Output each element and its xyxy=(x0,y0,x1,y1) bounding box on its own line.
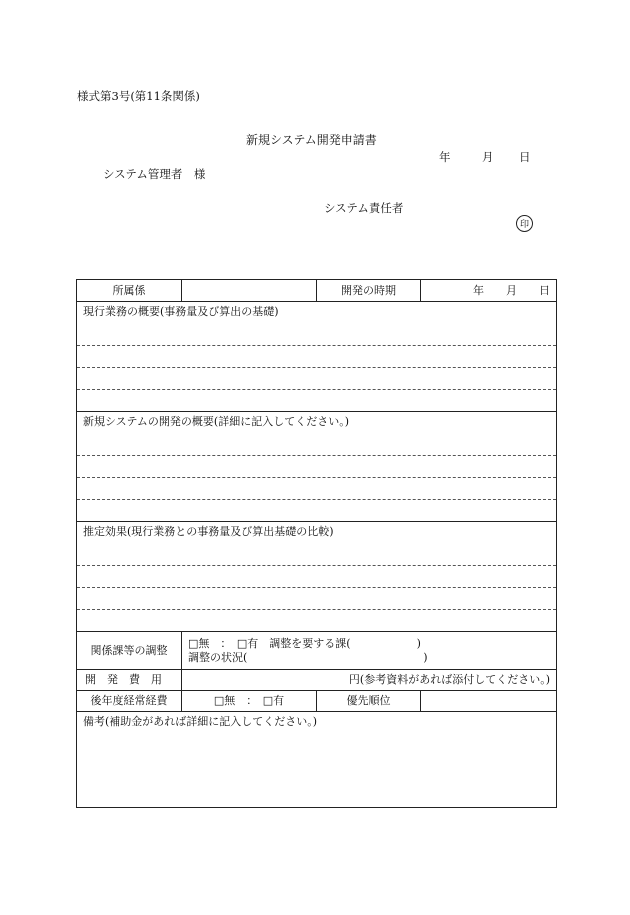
ongoing-cost-field[interactable]: □無 ： □有 xyxy=(182,691,317,712)
dev-period-label: 開発の時期 xyxy=(317,280,421,302)
dev-cost-field[interactable]: 円(参考資料があれば添付してください。) xyxy=(182,670,557,691)
remarks-label: 備考(補助金があれば詳細に記入してください。) xyxy=(83,715,318,728)
writing-line xyxy=(77,434,556,456)
dept-field[interactable] xyxy=(182,280,317,302)
writing-line xyxy=(77,478,556,500)
current-work-section[interactable] xyxy=(77,302,557,412)
remarks-field[interactable] xyxy=(77,712,557,808)
writing-line xyxy=(77,324,556,346)
writing-line xyxy=(77,390,556,411)
dev-period-field[interactable]: 年 月 日 xyxy=(421,280,557,302)
writing-line xyxy=(77,456,556,478)
writing-line xyxy=(77,544,556,566)
writing-line xyxy=(77,500,556,521)
related-line1: □無 ： □有 調整を要する課( ) xyxy=(188,636,421,650)
related-field[interactable] xyxy=(182,632,557,670)
dept-label: 所属係 xyxy=(77,280,182,302)
estimated-effect-label: 推定効果(現行業務との事務量及び算出基礎の比較) xyxy=(83,525,334,538)
form-number: 様式第3号(第11条関係) xyxy=(77,89,200,103)
writing-line xyxy=(77,566,556,588)
writing-line xyxy=(77,346,556,368)
related-line2: 調整の状況( ) xyxy=(188,650,428,664)
applicant-label: システム責任者 xyxy=(324,201,404,215)
date-day: 日 xyxy=(519,150,531,164)
dev-cost-label: 開発費用 xyxy=(77,670,182,691)
new-system-section[interactable] xyxy=(77,412,557,522)
current-work-label: 現行業務の概要(事務量及び算出の基礎) xyxy=(83,305,279,318)
writing-line xyxy=(77,368,556,390)
application-form-table xyxy=(76,279,557,808)
addressee: システム管理者 様 xyxy=(103,167,206,181)
document-title: 新規システム開発申請書 xyxy=(246,133,377,147)
date-year: 年 xyxy=(439,150,451,164)
date-month: 月 xyxy=(482,150,494,164)
related-label: 関係課等の調整 xyxy=(77,632,182,670)
estimated-effect-section[interactable] xyxy=(77,522,557,632)
ongoing-cost-label: 後年度経常経費 xyxy=(77,691,182,712)
seal-icon: 印 xyxy=(516,215,533,232)
new-system-label: 新規システムの開発の概要(詳細に記入してください。) xyxy=(83,415,349,428)
writing-line xyxy=(77,588,556,610)
priority-field[interactable] xyxy=(421,691,557,712)
priority-label: 優先順位 xyxy=(317,691,421,712)
writing-line xyxy=(77,610,556,631)
